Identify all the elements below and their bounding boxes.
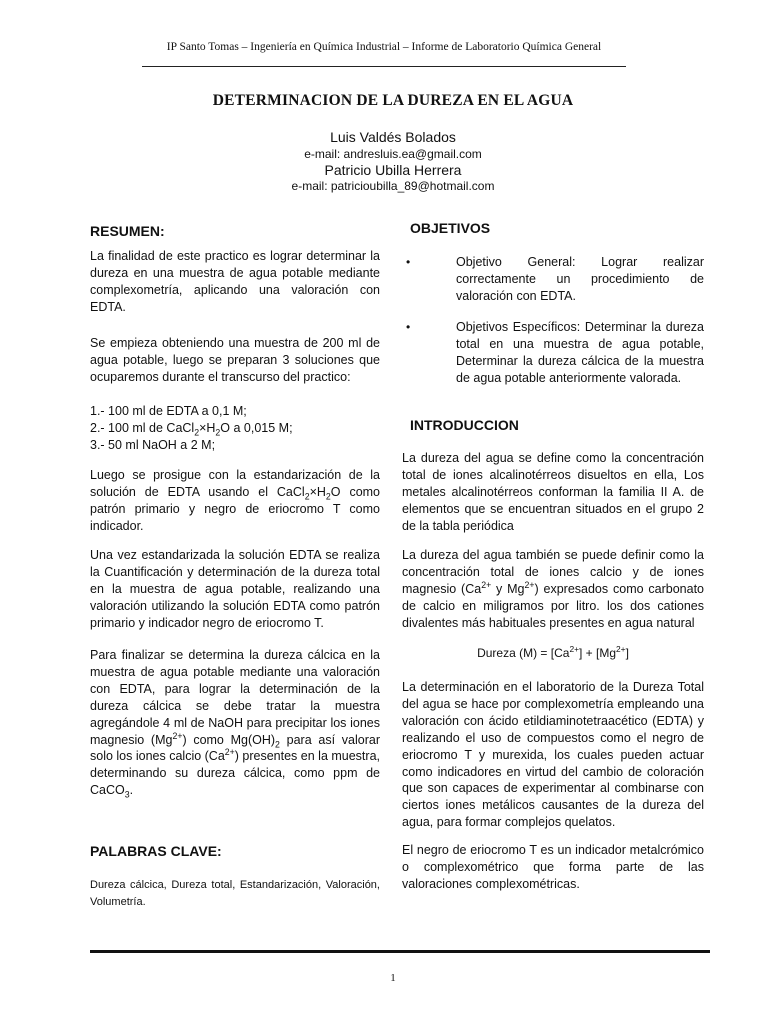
objetivos-heading: OBJETIVOS — [410, 220, 491, 236]
palabras-clave-heading: PALABRAS CLAVE: — [90, 843, 222, 859]
resumen-paragraph-6: Para finalizar se determina la dureza cálcica en la muestra de agua potable mediante una valoración con EDTA, para lograr la determinación de la dureza cálcica se debe tratar la muestra agregándole 4 ml de NaOH para precipitar los iones magnesio $(Mg^{2+})$ como $Mg(OH)_2$ para así valorar solo los iones calcio $(Ca^{2+})$ presentes en la muestra, determinando su dureza cálcica, como ppm de CaCO$_3$. — [90, 648, 380, 800]
running-header: IP Santo Tomas – Ingeniería en Química Industrial – Informe de Laboratorio Química General — [166, 41, 602, 53]
page-number: 1 — [390, 972, 396, 984]
intro-paragraph-3: La determinación en el laboratorio de la Dureza Total del agua se hace por complexometría empleando una valoración con ácido etildiaminotetraacético (EDTA) y realizando el uso de compuestos como el negro de eriocromo T y murexida, los cuales pueden actuar como indicadores en virtud del cambio de coloración que son capaces de experimentar al combinarse con ciertos iones metálicos causantes de la dureza del agua, para formar complejos quelatos. — [402, 680, 704, 830]
solutions-list — [90, 403, 380, 454]
introduccion-heading: INTRODUCCION — [410, 417, 519, 433]
footer-divider — [90, 950, 710, 953]
resumen-heading: RESUMEN: — [90, 223, 165, 239]
intro-paragraph-2: La dureza del agua también se puede definir como la concentración total de iones calcio y de iones magnesio ($Ca^{2+}$ y $Mg^{2+}$) expresados como carbonato de calcio en miligramos por litro. los dos cationes divalentes más habituales presentes en agua natural — [402, 548, 705, 630]
author-email-2: e-mail: patricioubilla_89@hotmail.com — [291, 179, 495, 193]
objective-text-general: Objetivo General: Lograr realizar correctamente un procedimiento de valoración con EDTA. — [456, 255, 704, 303]
intro-paragraph-4: El negro de eriocromo T es un indicador metalcrómico o complexométrico que forma parte de las valoraciones complexométricas. — [402, 843, 704, 891]
keywords-text: Dureza cálcica, Dureza total, Estandarización, Valoración, Volumetría. — [90, 879, 380, 908]
bullet-icon: • — [406, 320, 411, 334]
resumen-paragraph-1: La finalidad de este practico es lograr determinar la dureza en una muestra de agua potable mediante complexometría, aplicando una valoración con EDTA. — [90, 249, 380, 314]
author-name-1: Luis Valdés Bolados — [330, 129, 456, 145]
solution-item-2: 2.- 100 ml de $CaCl_2\times H_2O$ a 0,015 M; — [90, 420, 293, 438]
author-email-1: e-mail: andresluis.ea@gmail.com — [304, 147, 482, 161]
header-divider — [142, 66, 626, 67]
bullet-icon: • — [406, 255, 411, 269]
resumen-paragraph-4: Luego se prosigue con la estandarización de la solución de EDTA usando el $CaCl_2\times H_2O$ como patrón primario y negro de eriocromo T como indicador. — [90, 468, 381, 533]
resumen-paragraph-5: Una vez estandarizada la solución EDTA se realiza la Cuantificación y determinación de la dureza total en la muestra de agua potable, realizando una valoración utilizando la solución EDTA como patrón primario y indicador negro de eriocromo T. — [90, 548, 380, 630]
intro-paragraph-1: La dureza del agua se define como la concentración total de iones alcalinotérreos disueltos en ella, Los metales alcalinotérreos conforman la familia II A. de elementos que se encuentran situados en el grupo 2 de la tabla periódica — [402, 451, 704, 533]
hardness-formula: Dureza $(M) = [Ca^{2+}] + [Mg^{2+}]$ — [477, 644, 629, 660]
paper-title: DETERMINACION DE LA DUREZA EN EL AGUA — [212, 92, 574, 109]
solution-item-1: 1.- 100 ml de EDTA a 0,1 M; — [90, 404, 247, 418]
author-name-2: Patricio Ubilla Herrera — [324, 162, 462, 178]
solution-item-3: 3.- 50 ml NaOH a 2 M; — [90, 437, 216, 452]
objective-item-specific — [406, 319, 704, 387]
resumen-paragraph-2: Se empieza obteniendo una muestra de 200 ml de agua potable, luego se preparan 3 soluciones que ocuparemos durante el transcurso del practico: — [90, 336, 380, 384]
objective-item-general — [406, 254, 704, 305]
objective-text-specific: Objetivos Específicos: Determinar la dureza total en una muestra de agua potable, Determinar la dureza cálcica de la muestra de agua potable anteriormente valorada. — [456, 320, 704, 385]
